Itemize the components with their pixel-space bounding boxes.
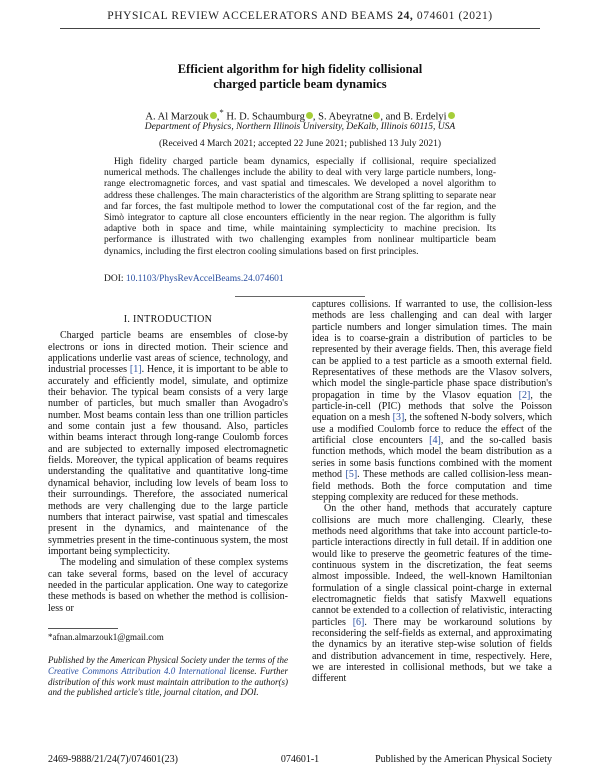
journal-volume: 24, (397, 10, 414, 22)
corresponding-author-mark: * (219, 107, 224, 117)
abstract-separator (235, 296, 365, 297)
paper-title (80, 62, 520, 92)
journal-article-number: 074601 (2021) (416, 10, 493, 22)
title-line-1: Efficient algorithm for high fidelity collisional (177, 62, 423, 76)
intro-paragraph-2: The modeling and simulation of these complex systems can take several forms, based on the level of accuracy needed in the particular application. One way to categorize these methods is based on whether the method is collision-less or (48, 557, 288, 614)
right-column (312, 299, 552, 685)
footer-page-number: 074601-1 (280, 754, 320, 765)
footer-publisher: Published by the American Physical Society (375, 754, 552, 765)
title-line-2: charged particle beam dynamics (213, 77, 387, 91)
orcid-icon[interactable] (448, 112, 455, 119)
journal-name: PHYSICAL REVIEW ACCELERATORS AND BEAMS (107, 10, 394, 22)
doi-label: DOI: (104, 274, 124, 284)
left-column (48, 314, 288, 614)
orcid-icon[interactable] (306, 112, 313, 119)
license-link[interactable]: Creative Commons Attribution 4.0 International (48, 665, 227, 676)
citation-link[interactable]: [5] (345, 469, 358, 481)
intro-paragraph-3: captures collisions. If warranted to use, the collision-less methods are less challenging and can deal with larger particle numbers and longer simulation times. The main idea is to coarse-grain a distribution of particles to be represented by their average fields. Then, this average field can be applied to a test particle as a smooth external field. Representatives of these methods are the Vlasov solvers, which model the single-particle phase space distribution's propagation in time by the Vlasov equation [2], the particle-in-cell (PIC) methods that solve the Poisson equation on a mesh [3], the softened N-body solvers, which use a modified Coulomb force to reduce the effect of the artificial close encounters [4], and the so-called basis function methods, which model the beam distribution as a series in some basis functions combined with the moment method [5]. These methods are called collision-less mean-field methods. Both the force computation and time stepping complexity are reduced for these methods. (312, 299, 553, 503)
received-dates: (Received 4 March 2021; accepted 22 June 2021; published 13 July 2021) (158, 139, 442, 149)
header-rule (60, 28, 540, 29)
abstract: High fidelity charged particle beam dynamics, especially if collisional, require specialized numerical methods. The challenges include the ability to deal with very large particle numbers, long-range electromagnetic forces, and vast spatial and timescales. We developed a novel algorithm to address these challenges. The main characteristics of the algorithm are Strang splitting to separate near and far forces, the fast multipole method to lower the computational cost of the far region, and the Simò integrator to capture all close encounters efficiently in the near region. The algorithm is fully adaptive both in space and time, while maintaining symplecticity to machine precision. Its performance is illustrated with two challenging examples from nonlinear multiparticle beam dynamics, including the first electron cooling simulations based on first principles. (104, 157, 496, 257)
license-footnote: Published by the American Physical Society under the terms of the Creative Commons Attribution 4.0 International license. Further distribution of this work must maintain attribution to the author(s) and the published article's title, journal citation, and DOI. (48, 655, 288, 698)
author-2: H. D. Schaumburg (226, 111, 305, 123)
author-1: A. Al Marzouk (145, 111, 209, 123)
doi-link[interactable]: 10.1103/PhysRevAccelBeams.24.074601 (125, 274, 284, 284)
citation-link[interactable]: [2] (518, 389, 531, 401)
doi-line (104, 274, 284, 284)
author-list: A. Al Marzouk ,* H. D. Schaumburg , S. Abeyratne , and B. Erdelyi (60, 107, 540, 123)
author-3: S. Abeyratne (318, 111, 373, 123)
intro-paragraph-1: Charged particle beams are ensembles of close-by electrons or ions in directed motion. Their science and applications underlie vast areas of science, technology, and industrial processes [1]. Hence, it is important to be able to accurately and efficiently model, simulate, and optimize their behavior. The typical beam consists of a very large number of particles, but much smaller than Avogadro's number. Most beams contain less than one trillion particles and some contain just a few thousand. Also, particles within beams interact through long-range Coulomb forces and are subjected to externally imposed electromagnetic fields. Moreover, the typical application of beams requires understanding the qualitative and quantitative long-time dynamical behavior, including low levels of beam loss to their surroundings. Therefore, the associated numerical methods are very challenging due to the large particle numbers that interact pairwise, vast spatial and timescales present in the dynamics, and maintenance of the symmetries present in the time-continuous system, the most important being symplecticity. (48, 330, 289, 557)
citation-link[interactable]: [6] (352, 616, 365, 628)
footer-issn: 2469-9888/21/24(7)/074601(23) (48, 754, 178, 765)
author-4: B. Erdelyi (403, 111, 447, 123)
journal-header (60, 10, 540, 22)
intro-paragraph-4: On the other hand, methods that accurately capture collisions are much more challenging. Clearly, these methods need algorithms that take into account particle-to-particle interactions directly in full detail. If in addition one would like to preserve the geometric features of the time-continuous system in the discretization, the feat seems almost impossible. Indeed, the well-known Hamiltonian formulation of a single classical point-charge in external electromagnetic fields that satisfy Maxwell equations cannot be extended to a collection of relativistic, interacting particles [6]. There may be workaround solutions by reconsidering the self-fields as external, and approximating the dynamics by an iterative step-wise solution of fields and distribution advancement in time, respectively. Here, we are interested in collisional methods, but we take a different (312, 503, 553, 685)
citation-link[interactable]: [3] (392, 412, 405, 424)
section-heading: I. INTRODUCTION (123, 314, 213, 325)
orcid-icon[interactable] (210, 112, 217, 119)
footnote-email: *afnan.almarzouk1@gmail.com (48, 632, 164, 642)
affiliation: Department of Physics, Northern Illinois University, DeKalb, Illinois 60115, USA (144, 122, 456, 132)
footnote-rule (48, 628, 118, 629)
citation-link[interactable]: [4] (429, 435, 441, 447)
citation-link[interactable]: [1] (129, 364, 142, 376)
